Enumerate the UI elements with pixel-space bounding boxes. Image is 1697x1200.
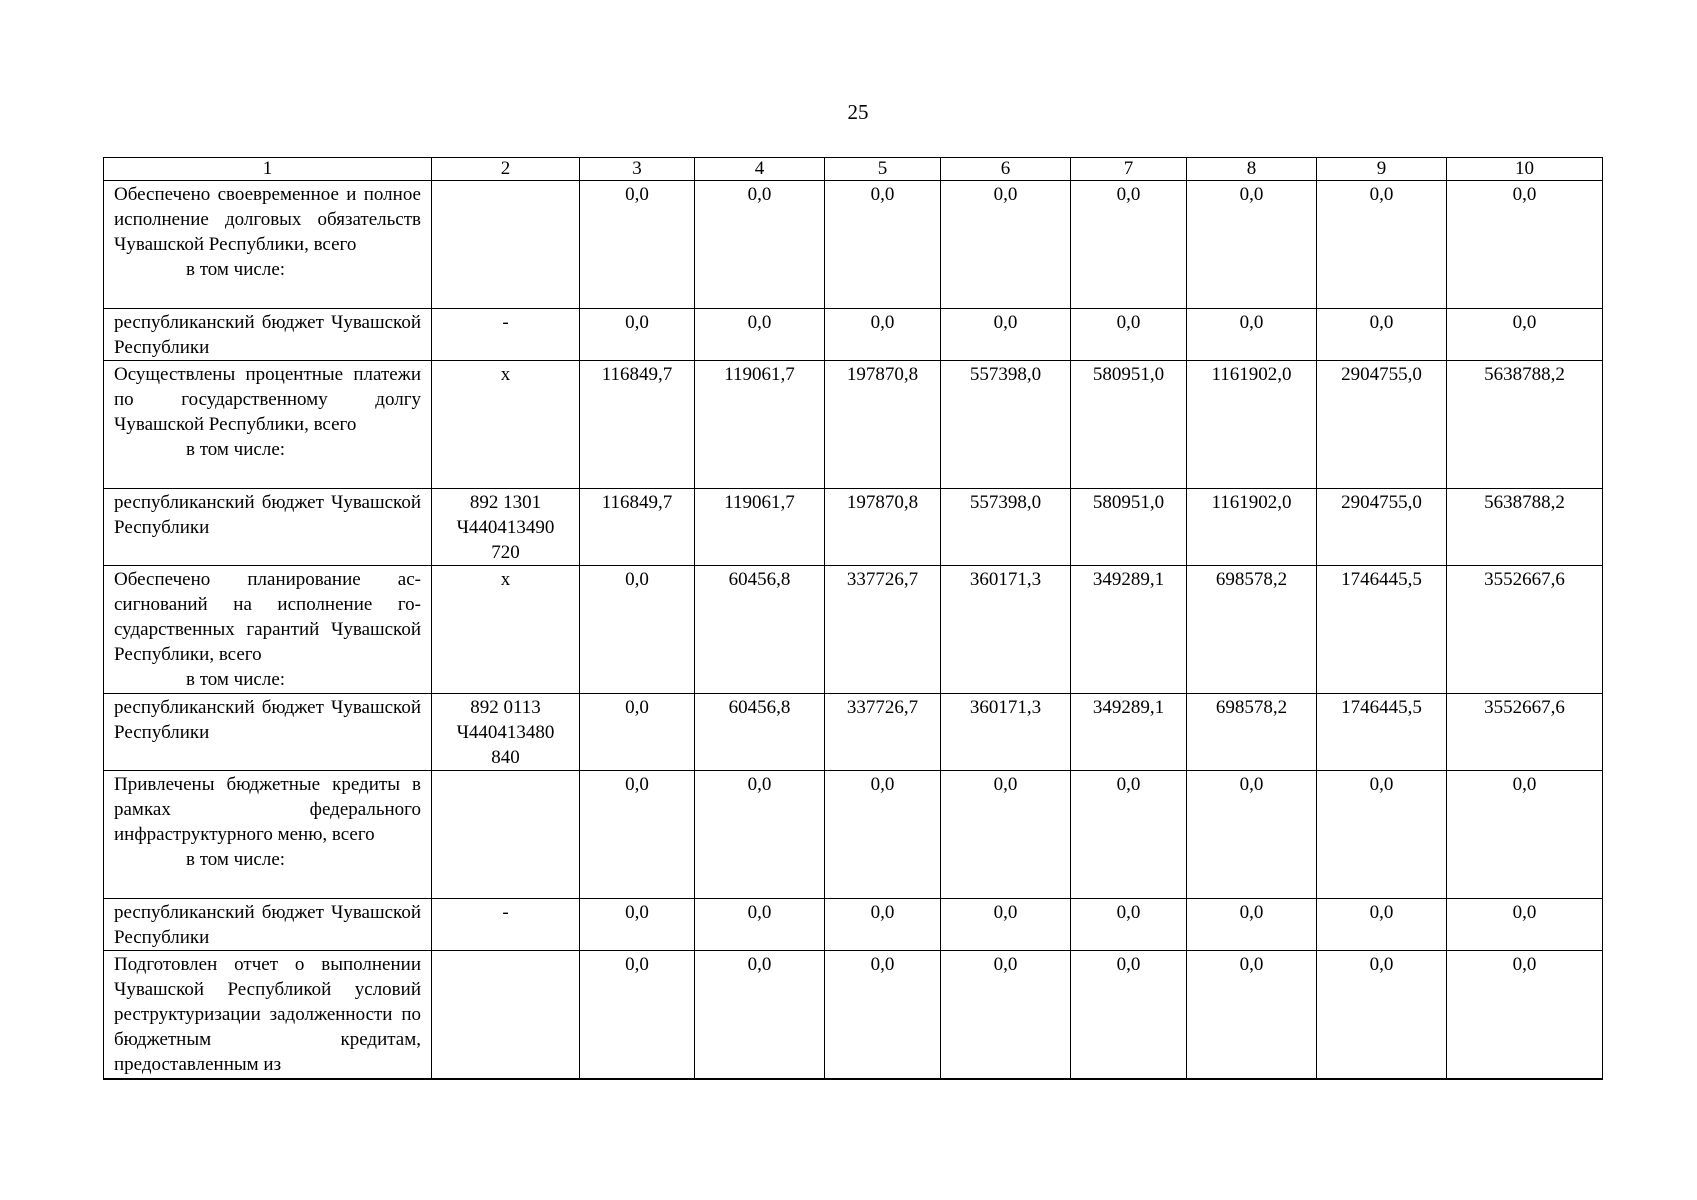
column-header: 7 <box>1071 158 1187 181</box>
row-description <box>104 181 432 309</box>
budget-code-line: х <box>500 364 511 385</box>
value-cell: 0,0 <box>1071 951 1187 1079</box>
value-cell: 0,0 <box>825 899 941 951</box>
column-header: 2 <box>432 158 580 181</box>
row-description <box>104 309 432 361</box>
value-cell: 0,0 <box>1071 771 1187 899</box>
budget-code-line: 892 0113 <box>470 697 541 718</box>
value-cell: 580951,0 <box>1071 361 1187 489</box>
value-cell: 116849,7 <box>580 361 695 489</box>
value-cell: 0,0 <box>695 181 825 309</box>
value-cell: 337726,7 <box>825 566 941 694</box>
value-cell: 0,0 <box>1187 181 1317 309</box>
value-cell: 0,0 <box>1317 181 1447 309</box>
value-cell: 0,0 <box>1071 899 1187 951</box>
page-number: 25 <box>847 100 869 124</box>
budget-code-cell <box>432 899 580 951</box>
budget-code-line: Ч440413490 <box>456 517 555 538</box>
value-cell: 0,0 <box>1317 899 1447 951</box>
row-description <box>104 566 432 694</box>
value-cell: 119061,7 <box>695 489 825 566</box>
row-description <box>104 951 432 1079</box>
value-cell: 0,0 <box>580 566 695 694</box>
value-cell: 0,0 <box>695 771 825 899</box>
value-cell: 1746445,5 <box>1317 566 1447 694</box>
value-cell: 0,0 <box>1187 951 1317 1079</box>
value-cell: 0,0 <box>580 181 695 309</box>
budget-code-line: 720 <box>491 542 520 563</box>
row-description <box>104 771 432 899</box>
column-header: 9 <box>1317 158 1447 181</box>
budget-code-cell <box>432 181 580 309</box>
value-cell: 0,0 <box>580 694 695 771</box>
row-description <box>104 694 432 771</box>
budget-code-cell <box>432 771 580 899</box>
value-cell: 0,0 <box>695 899 825 951</box>
value-cell: 580951,0 <box>1071 489 1187 566</box>
value-cell: 2904755,0 <box>1317 361 1447 489</box>
value-cell: 0,0 <box>1447 899 1603 951</box>
value-cell: 0,0 <box>1317 309 1447 361</box>
value-cell: 0,0 <box>941 309 1071 361</box>
budget-code-line: - <box>502 902 509 923</box>
value-cell: 0,0 <box>1071 181 1187 309</box>
row-description-text: республиканский бюджет Чувашской Республики <box>114 492 421 538</box>
table-row <box>104 899 1603 951</box>
column-header: 1 <box>104 158 432 181</box>
sub-label: в том числе: <box>186 259 286 280</box>
sub-label: в том числе: <box>186 849 286 870</box>
value-cell: 349289,1 <box>1071 566 1187 694</box>
value-cell: 349289,1 <box>1071 694 1187 771</box>
value-cell: 0,0 <box>580 309 695 361</box>
value-cell: 2904755,0 <box>1317 489 1447 566</box>
budget-code-cell <box>432 489 580 566</box>
value-cell: 0,0 <box>941 771 1071 899</box>
table-row <box>104 951 1603 1079</box>
table-row <box>104 361 1603 489</box>
column-header: 3 <box>580 158 695 181</box>
budget-code-line: - <box>502 312 509 333</box>
value-cell: 119061,7 <box>695 361 825 489</box>
value-cell: 0,0 <box>1447 181 1603 309</box>
row-description-text: республиканский бюджет Чувашской Республики <box>114 697 421 743</box>
sub-label: в том числе: <box>186 669 286 690</box>
value-cell: 0,0 <box>695 951 825 1079</box>
row-description-text: Обеспечено планирование ассигнований на исполнение государственных гарантий Чувашской Республики, всего <box>114 569 421 665</box>
row-description-text: Осуществлены процентные платежи по государственному долгу Чувашской Республики, всего <box>114 364 421 435</box>
row-description <box>104 489 432 566</box>
budget-code-cell <box>432 951 580 1079</box>
column-header: 10 <box>1447 158 1603 181</box>
value-cell: 0,0 <box>1187 309 1317 361</box>
value-cell: 360171,3 <box>941 566 1071 694</box>
value-cell: 3552667,6 <box>1447 566 1603 694</box>
value-cell: 5638788,2 <box>1447 361 1603 489</box>
row-description-text: Подготовлен отчет о выполнении Чувашской Республикой условий реструктуризации задолженности по бюджетным кредитам, предоставленным из <box>114 954 421 1075</box>
value-cell: 337726,7 <box>825 694 941 771</box>
value-cell: 0,0 <box>1447 771 1603 899</box>
table-row <box>104 771 1603 899</box>
value-cell: 0,0 <box>941 181 1071 309</box>
value-cell: 0,0 <box>1447 309 1603 361</box>
value-cell: 60456,8 <box>695 566 825 694</box>
budget-code-cell <box>432 566 580 694</box>
value-cell: 1746445,5 <box>1317 694 1447 771</box>
column-header: 6 <box>941 158 1071 181</box>
budget-code-line: 892 1301 <box>469 492 542 513</box>
value-cell: 0,0 <box>1071 309 1187 361</box>
row-description-text: республиканский бюджет Чувашской Республики <box>114 902 421 948</box>
value-cell: 5638788,2 <box>1447 489 1603 566</box>
value-cell: 197870,8 <box>825 489 941 566</box>
value-cell: 360171,3 <box>941 694 1071 771</box>
budget-code-line: Ч440413480 <box>456 722 555 743</box>
value-cell: 557398,0 <box>941 361 1071 489</box>
value-cell: 0,0 <box>941 899 1071 951</box>
value-cell: 0,0 <box>941 951 1071 1079</box>
budget-code-cell <box>432 361 580 489</box>
table-row <box>104 181 1603 309</box>
value-cell: 0,0 <box>1187 899 1317 951</box>
value-cell: 0,0 <box>825 309 941 361</box>
value-cell: 698578,2 <box>1187 566 1317 694</box>
row-description <box>104 361 432 489</box>
budget-code-cell <box>432 309 580 361</box>
value-cell: 0,0 <box>825 771 941 899</box>
row-description <box>104 899 432 951</box>
table-row <box>104 566 1603 694</box>
budget-table <box>103 157 1603 1080</box>
row-description-text: Обеспечено своевременное и полное исполнение долговых обязательств Чувашской Республики, всего <box>114 184 421 255</box>
value-cell: 3552667,6 <box>1447 694 1603 771</box>
value-cell: 0,0 <box>695 309 825 361</box>
column-header: 4 <box>695 158 825 181</box>
value-cell: 0,0 <box>1447 951 1603 1079</box>
value-cell: 557398,0 <box>941 489 1071 566</box>
value-cell: 0,0 <box>1317 951 1447 1079</box>
sub-label: в том числе: <box>186 439 286 460</box>
value-cell: 1161902,0 <box>1187 489 1317 566</box>
value-cell: 0,0 <box>1317 771 1447 899</box>
row-description-text: республиканский бюджет Чувашской Республики <box>114 312 421 358</box>
value-cell: 0,0 <box>825 181 941 309</box>
table-row <box>104 309 1603 361</box>
table-row <box>104 694 1603 771</box>
value-cell: 197870,8 <box>825 361 941 489</box>
budget-code-line: 840 <box>491 747 520 768</box>
table-row <box>104 489 1603 566</box>
value-cell: 0,0 <box>825 951 941 1079</box>
value-cell: 0,0 <box>580 899 695 951</box>
budget-code-cell <box>432 694 580 771</box>
column-header: 8 <box>1187 158 1317 181</box>
column-header: 5 <box>825 158 941 181</box>
value-cell: 116849,7 <box>580 489 695 566</box>
row-description-text: Привлечены бюджетные кредиты в рамках федерального инфраструктурного меню, всего <box>114 774 421 845</box>
budget-code-line: х <box>500 569 511 590</box>
value-cell: 60456,8 <box>695 694 825 771</box>
value-cell: 0,0 <box>1187 771 1317 899</box>
value-cell: 0,0 <box>580 771 695 899</box>
value-cell: 0,0 <box>580 951 695 1079</box>
value-cell: 1161902,0 <box>1187 361 1317 489</box>
column-number-row <box>104 158 1603 181</box>
value-cell: 698578,2 <box>1187 694 1317 771</box>
